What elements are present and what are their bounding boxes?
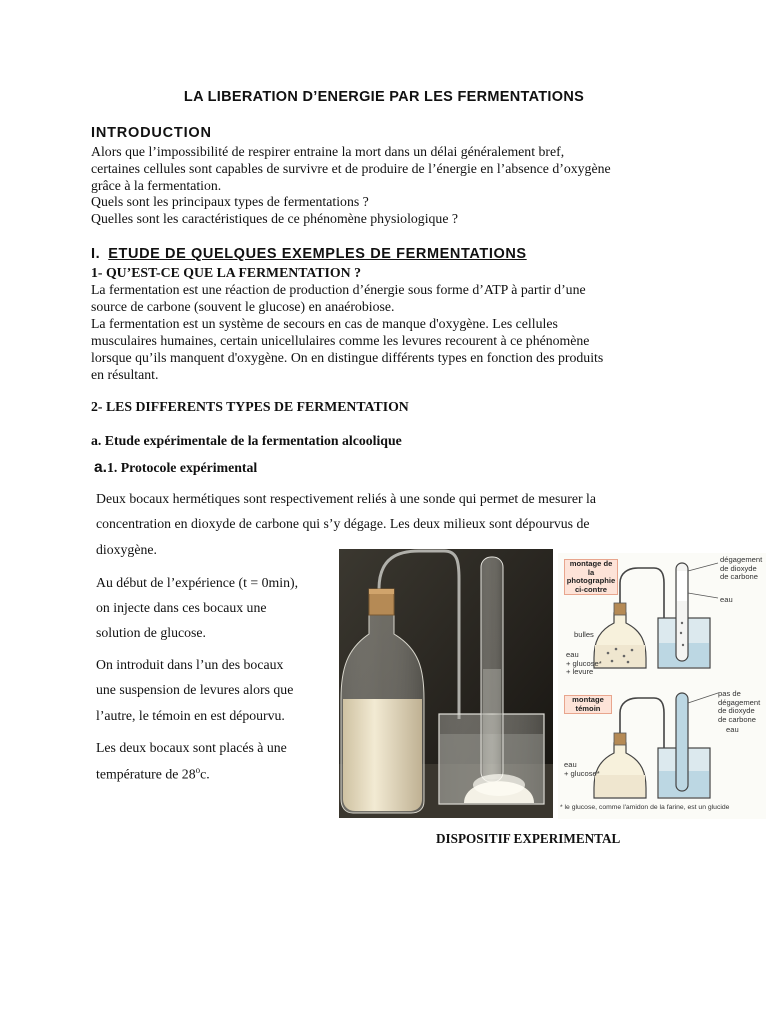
left-col-line-5: une suspension de levures alors que (96, 682, 294, 697)
label-pas-degagement: pas de dégagement de dioxyde de carbone (718, 689, 761, 724)
fermentation-line-6: en résultant. (91, 367, 159, 382)
left-col-line-3: solution de glucose. (96, 625, 206, 640)
fermentation-line-2: source de carbone (souvent le glucose) en anaérobiose. (91, 299, 395, 314)
protocol-line-2: concentration en dioxyde de carbone qui s’y dégage. Les deux milieux sont dépourvus de (96, 516, 590, 531)
introduction-heading: INTRODUCTION (91, 125, 212, 141)
intro-line-1: Alors que l’impossibilité de respirer entraine la mort dans un délai généralement bref, (91, 144, 565, 159)
temperature-end: c. (200, 766, 210, 782)
left-col-line-7: Les deux bocaux sont placés à une (96, 740, 287, 755)
diagram-footnote: * le glucose, comme l'amidon de la farine, est un glucide (560, 804, 730, 811)
fermentation-line-1: La fermentation est une réaction de production d’énergie sous forme d’ATP à partir d’une (91, 282, 586, 297)
subsection-1-heading: 1- QU’EST-CE QUE LA FERMENTATION ? (91, 265, 361, 280)
fermentation-line-4: musculaires humaines, certain unicellulaires comme les levures recourent à ce phénomène (91, 333, 590, 348)
intro-line-2: certaines cellules sont capables de survivre et de produire de l’énergie en l’absence d’oxygène (91, 161, 611, 176)
protocol-line-1: Deux bocaux hermétiques sont respectivement reliés à une sonde qui permet de mesurer la (96, 491, 596, 506)
fermentation-line-3: La fermentation est un système de secours en cas de manque d'oxygène. Les cellules (91, 316, 558, 331)
intro-line-3: grâce à la fermentation. (91, 178, 222, 193)
subsection-a1-title: 1. Protocole expérimental (106, 460, 258, 475)
section-1-heading (91, 246, 527, 262)
fermentation-line-5: lorsque qu’ils manquent d'oxygène. On en distingue différents types en fonction des produits (91, 350, 604, 365)
label-bulles: bulles (574, 630, 594, 639)
label-montage-photo: montage de la photographie ci-contre (564, 559, 618, 595)
section-1-number: I. (91, 246, 101, 262)
label-eau-top: eau (720, 595, 733, 604)
label-degagement: dégagement de dioxyde de carbone (720, 555, 763, 581)
intro-question-2: Quelles sont les caractéristiques de ce phénomène physiologique ? (91, 211, 459, 226)
intro-question-1: Quels sont les principaux types de fermentations ? (91, 194, 369, 209)
left-col-line-4: On introduit dans l’un des bocaux (96, 657, 284, 672)
apparatus-diagram (558, 553, 766, 819)
figure-caption: DISPOSITIF EXPERIMENTAL (436, 831, 621, 846)
label-eau-glucose: eau + glucose* (564, 760, 600, 778)
section-1-title: ETUDE DE QUELQUES EXEMPLES DE FERMENTATIONS (108, 246, 527, 262)
label-eau-glucose-levure: eau + glucose* + levure (566, 650, 602, 676)
label-montage-temoin: montage témoin (564, 695, 612, 714)
left-col-line-6: l’autre, le témoin en est dépourvu. (96, 708, 285, 723)
subsection-a-heading: a. Etude expérimentale de la fermentation alcoolique (91, 433, 402, 448)
subsection-a1-prefix: a. (94, 459, 107, 476)
subsection-a1-heading (94, 459, 257, 476)
apparatus-photo (339, 549, 553, 818)
temperature-degree: o (195, 765, 201, 775)
label-eau-bottom: eau (726, 725, 739, 734)
temperature-text: température de 28 (96, 766, 196, 782)
left-col-line-2: on injecte dans ces bocaux une (96, 600, 267, 615)
subsection-2-heading: 2- LES DIFFERENTS TYPES DE FERMENTATION (91, 399, 409, 414)
temperature-line (96, 765, 210, 783)
document-title: LA LIBERATION D’ENERGIE PAR LES FERMENTATIONS (183, 89, 585, 105)
protocol-line-3: dioxygène. (96, 542, 157, 557)
left-col-line-1: Au début de l’expérience (t = 0min), (96, 575, 299, 590)
